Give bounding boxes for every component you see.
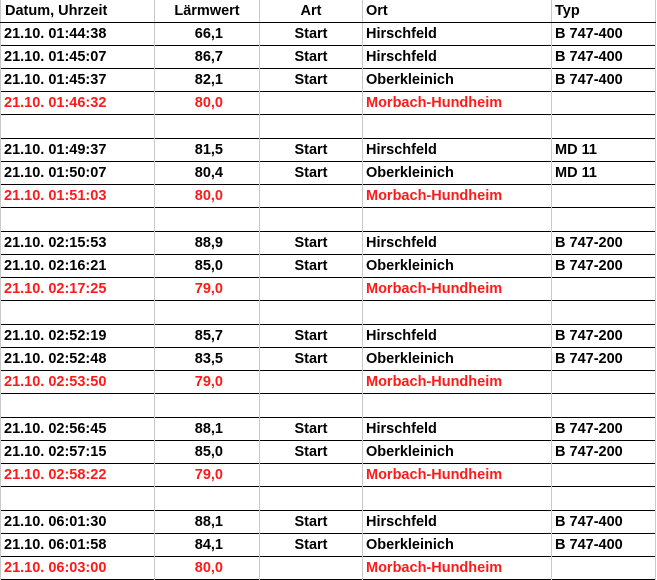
cell-art[interactable]: Start [260,255,363,278]
cell-ort[interactable]: Hirschfeld [363,232,552,255]
cell-art[interactable]: Start [260,69,363,92]
cell-typ[interactable] [552,185,656,208]
table-body [1,23,656,580]
table-row [1,46,656,69]
table-row [1,534,656,557]
cell-laermwert[interactable]: 80,0 [155,92,260,115]
empty-cell[interactable] [1,301,155,325]
cell-ort[interactable]: Oberkleinich [363,162,552,185]
cell-art[interactable] [260,371,363,394]
empty-cell[interactable] [552,208,656,232]
header-typ[interactable]: Typ [552,0,656,23]
cell-ort[interactable]: Oberkleinich [363,69,552,92]
table-row [1,348,656,371]
table-row [1,232,656,255]
empty-cell[interactable] [155,301,260,325]
empty-cell[interactable] [552,115,656,139]
cell-art[interactable]: Start [260,534,363,557]
empty-cell[interactable] [1,208,155,232]
cell-art[interactable]: Start [260,46,363,69]
cell-laermwert[interactable]: 88,1 [155,511,260,534]
cell-art[interactable] [260,464,363,487]
cell-laermwert[interactable]: 88,9 [155,232,260,255]
cell-datum[interactable]: 21.10. 06:01:30 [1,511,155,534]
spacer-row [1,115,656,139]
table-row [1,441,656,464]
cell-laermwert[interactable]: 85,7 [155,325,260,348]
cell-ort[interactable]: Morbach-Hundheim [363,464,552,487]
table-row [1,325,656,348]
table-row [1,139,656,162]
cell-ort[interactable]: Morbach-Hundheim [363,92,552,115]
cell-typ[interactable]: MD 11 [552,162,656,185]
header-laermwert[interactable]: Lärmwert [155,0,260,23]
header-datum[interactable]: Datum, Uhrzeit [1,0,155,23]
cell-ort[interactable]: Hirschfeld [363,511,552,534]
cell-ort[interactable]: Oberkleinich [363,534,552,557]
empty-cell[interactable] [155,115,260,139]
cell-datum[interactable]: 21.10. 01:49:37 [1,139,155,162]
cell-datum[interactable]: 21.10. 01:45:07 [1,46,155,69]
cell-ort[interactable]: Hirschfeld [363,418,552,441]
cell-laermwert[interactable]: 80,0 [155,185,260,208]
cell-laermwert[interactable]: 85,0 [155,441,260,464]
cell-datum[interactable]: 21.10. 02:57:15 [1,441,155,464]
cell-datum[interactable]: 21.10. 02:17:25 [1,278,155,301]
cell-ort[interactable]: Oberkleinich [363,348,552,371]
cell-typ[interactable]: MD 11 [552,139,656,162]
cell-ort[interactable]: Oberkleinich [363,441,552,464]
cell-art[interactable]: Start [260,23,363,46]
table-row-highlight [1,92,656,115]
cell-art[interactable]: Start [260,348,363,371]
header-row [1,0,656,23]
cell-art[interactable] [260,557,363,580]
cell-ort[interactable]: Morbach-Hundheim [363,557,552,580]
cell-ort[interactable]: Hirschfeld [363,325,552,348]
spacer-row [1,208,656,232]
spacer-row [1,394,656,418]
empty-cell[interactable] [260,394,363,418]
empty-cell[interactable] [260,115,363,139]
cell-art[interactable] [260,185,363,208]
cell-laermwert[interactable]: 79,0 [155,371,260,394]
table-row [1,255,656,278]
cell-laermwert[interactable]: 79,0 [155,464,260,487]
cell-typ[interactable] [552,557,656,580]
cell-datum[interactable]: 21.10. 02:56:45 [1,418,155,441]
table-row-highlight [1,278,656,301]
header-art[interactable]: Art [260,0,363,23]
empty-cell[interactable] [552,487,656,511]
cell-typ[interactable]: B 747-400 [552,69,656,92]
cell-datum[interactable]: 21.10. 02:16:21 [1,255,155,278]
cell-art[interactable] [260,278,363,301]
cell-datum[interactable]: 21.10. 01:44:38 [1,23,155,46]
cell-typ[interactable]: B 747-200 [552,441,656,464]
table-row-highlight [1,557,656,580]
cell-ort[interactable]: Hirschfeld [363,139,552,162]
cell-laermwert[interactable]: 66,1 [155,23,260,46]
table-row [1,162,656,185]
empty-cell[interactable] [1,487,155,511]
cell-typ[interactable]: B 747-400 [552,534,656,557]
cell-laermwert[interactable]: 79,0 [155,278,260,301]
cell-art[interactable]: Start [260,325,363,348]
cell-datum[interactable]: 21.10. 01:45:37 [1,69,155,92]
empty-cell[interactable] [363,115,552,139]
spacer-row [1,487,656,511]
cell-typ[interactable] [552,371,656,394]
cell-typ[interactable]: B 747-400 [552,46,656,69]
cell-typ[interactable]: B 747-200 [552,418,656,441]
cell-art[interactable]: Start [260,139,363,162]
cell-typ[interactable]: B 747-200 [552,255,656,278]
empty-cell[interactable] [155,208,260,232]
empty-cell[interactable] [155,394,260,418]
cell-laermwert[interactable]: 80,4 [155,162,260,185]
cell-laermwert[interactable]: 83,5 [155,348,260,371]
empty-cell[interactable] [260,487,363,511]
cell-typ[interactable]: B 747-400 [552,23,656,46]
cell-ort[interactable]: Morbach-Hundheim [363,371,552,394]
cell-ort[interactable]: Oberkleinich [363,255,552,278]
empty-cell[interactable] [363,394,552,418]
empty-cell[interactable] [552,394,656,418]
spacer-row [1,301,656,325]
cell-datum[interactable]: 21.10. 02:52:19 [1,325,155,348]
empty-cell[interactable] [260,301,363,325]
cell-laermwert[interactable]: 81,5 [155,139,260,162]
table-row [1,23,656,46]
cell-datum[interactable]: 21.10. 02:58:22 [1,464,155,487]
cell-typ[interactable]: B 747-200 [552,232,656,255]
table-row-highlight [1,464,656,487]
cell-art[interactable]: Start [260,511,363,534]
cell-datum[interactable]: 21.10. 02:15:53 [1,232,155,255]
cell-typ[interactable] [552,92,656,115]
table-row [1,511,656,534]
empty-cell[interactable] [552,301,656,325]
cell-datum[interactable]: 21.10. 06:01:58 [1,534,155,557]
cell-datum[interactable]: 21.10. 01:50:07 [1,162,155,185]
cell-typ[interactable]: B 747-400 [552,511,656,534]
cell-laermwert[interactable]: 88,1 [155,418,260,441]
cell-art[interactable]: Start [260,162,363,185]
empty-cell[interactable] [363,487,552,511]
cell-datum[interactable]: 21.10. 02:52:48 [1,348,155,371]
empty-cell[interactable] [363,301,552,325]
cell-datum[interactable]: 21.10. 06:03:00 [1,557,155,580]
header-ort[interactable]: Ort [363,0,552,23]
empty-cell[interactable] [363,208,552,232]
cell-laermwert[interactable]: 84,1 [155,534,260,557]
cell-art[interactable]: Start [260,418,363,441]
cell-datum[interactable]: 21.10. 01:51:03 [1,185,155,208]
cell-art[interactable] [260,92,363,115]
cell-typ[interactable] [552,464,656,487]
cell-laermwert[interactable]: 86,7 [155,46,260,69]
cell-datum[interactable]: 21.10. 01:46:32 [1,92,155,115]
empty-cell[interactable] [1,115,155,139]
cell-typ[interactable] [552,278,656,301]
table-row-highlight [1,185,656,208]
cell-laermwert[interactable]: 82,1 [155,69,260,92]
cell-typ[interactable]: B 747-200 [552,348,656,371]
table-row [1,418,656,441]
cell-typ[interactable]: B 747-200 [552,325,656,348]
cell-art[interactable]: Start [260,232,363,255]
cell-ort[interactable]: Morbach-Hundheim [363,185,552,208]
cell-ort[interactable]: Hirschfeld [363,46,552,69]
cell-laermwert[interactable]: 85,0 [155,255,260,278]
empty-cell[interactable] [155,487,260,511]
cell-ort[interactable]: Hirschfeld [363,23,552,46]
cell-ort[interactable]: Morbach-Hundheim [363,278,552,301]
cell-art[interactable]: Start [260,441,363,464]
table-row [1,69,656,92]
empty-cell[interactable] [260,208,363,232]
cell-laermwert[interactable]: 80,0 [155,557,260,580]
table-row-highlight [1,371,656,394]
empty-cell[interactable] [1,394,155,418]
cell-datum[interactable]: 21.10. 02:53:50 [1,371,155,394]
